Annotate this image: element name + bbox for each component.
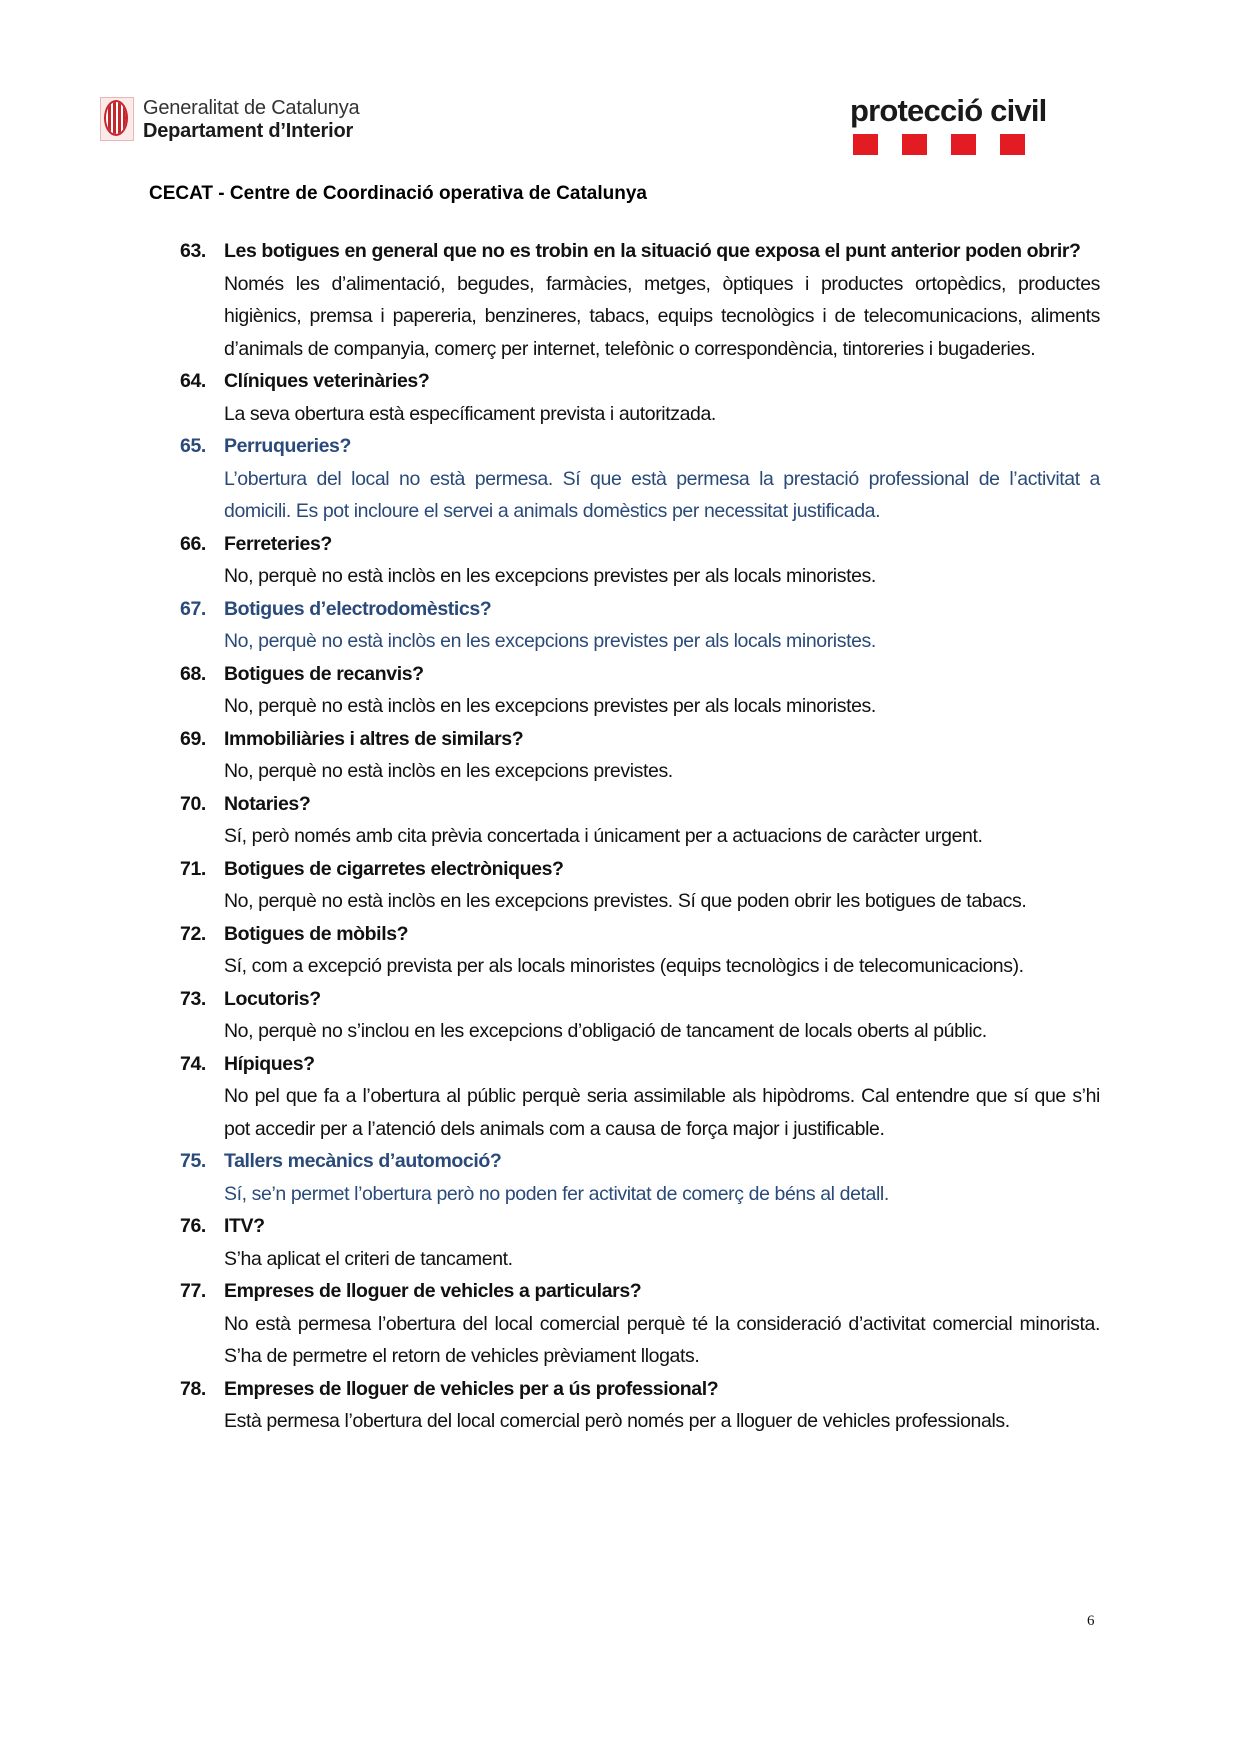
proteccio-civil-title: protecció civil [850,93,1047,128]
question-number: 72. [180,922,206,945]
question-text: Ferreteries? [224,532,332,555]
answer-text: Sí, se’n permet l’obertura però no poden fer activitat de comerç de béns al detall. [224,1182,889,1205]
question-text: Botigues de cigarretes electròniques? [224,857,564,880]
question-text: Empreses de lloguer de vehicles a particulars? [224,1280,642,1302]
faq-item [180,528,1100,593]
question-text: Clíniques veterinàries? [224,370,430,392]
answer-text: No, perquè no està inclòs en les excepcions previstes. Sí que poden obrir les botigues de tabacs. [224,890,1027,912]
question-number: 64. [180,370,206,392]
faq-list [180,235,1100,1438]
answer-text: No, perquè no està inclòs en les excepcions previstes. [224,760,673,782]
faq-item [180,1373,1100,1438]
question-text: Locutoris? [224,987,321,1010]
question-text: Empreses de lloguer de vehicles per a ús professional? [224,1377,719,1400]
answer-text: L’obertura del local no està permesa. Sí que està permesa la prestació professional de l’activitat a domicili. Es pot incloure el servei a animals domèstics per necessitat justificada. [224,467,1100,522]
answer-text: Només les d’alimentació, begudes, farmàcies, metges, òptiques i productes ortopèdics, productes higiènics, premsa i papereria, benzineres, tabacs, equips tecnològics i de telecomunicacions, aliments d’animals de companyia, comerç per internet, telefònic o correspondència, tintoreries i bugaderies. [224,272,1100,360]
faq-item [180,365,1100,430]
question-text: Botigues d’electrodomèstics? [224,597,492,620]
answer-text: S’ha aplicat el criteri de tancament. [224,1247,513,1270]
faq-item [180,1145,1100,1210]
question-number: 71. [180,857,206,880]
question-number: 73. [180,987,206,1010]
answer-text: La seva obertura està específicament prevista i autoritzada. [224,402,716,425]
answer-text: No, perquè no està inclòs en les excepcions previstes per als locals minoristes. [224,630,876,652]
faq-item [180,1210,1100,1275]
faq-item [180,430,1100,528]
question-text: Perruqueries? [224,435,352,457]
question-text: ITV? [224,1215,265,1237]
faq-item [180,788,1100,853]
answer-text: No està permesa l’obertura del local comercial perquè té la consideració d’activitat comercial minorista. S’ha de permetre el retorn de vehicles prèviament llogats. [224,1312,1100,1367]
faq-item [180,1048,1100,1146]
faq-item [180,918,1100,983]
question-number: 63. [180,240,206,262]
question-text: Les botigues en general que no es trobin en la situació que exposa el punt anterior poden obrir? [224,240,1081,262]
question-text: Tallers mecànics d’automoció? [224,1150,502,1172]
answer-text: Sí, com a excepció prevista per als locals minoristes (equips tecnològics i de telecomunicacions). [224,955,1024,977]
faq-item [180,983,1100,1048]
faq-item [180,1275,1100,1373]
question-number: 66. [180,532,206,555]
answer-text: Sí, però només amb cita prèvia concertada i únicament per a actuacions de caràcter urgent. [224,825,983,847]
question-number: 65. [180,435,206,457]
question-number: 75. [180,1150,206,1172]
question-number: 74. [180,1052,206,1075]
faq-item [180,593,1100,658]
question-number: 68. [180,662,206,685]
page-number: 6 [1087,1613,1095,1629]
question-text: Immobiliàries i altres de similars? [224,727,524,750]
question-number: 78. [180,1377,206,1400]
faq-item [180,723,1100,788]
answer-text: No, perquè no està inclòs en les excepcions previstes per als locals minoristes. [224,565,876,587]
generalitat-emblem-icon [100,97,134,141]
question-number: 76. [180,1215,206,1237]
question-text: Notaries? [224,792,311,815]
answer-text: No, perquè no està inclòs en les excepcions previstes per als locals minoristes. [224,695,876,717]
organization-header: CECAT - Centre de Coordinació operativa de Catalunya [149,183,647,204]
red-squares-icon [853,134,1049,155]
faq-item [180,235,1100,365]
question-number: 69. [180,727,206,750]
answer-text: Està permesa l’obertura del local comercial però només per a lloguer de vehicles professionals. [224,1410,1010,1432]
question-number: 70. [180,792,206,815]
answer-text: No, perquè no s’inclou en les excepcions d’obligació de tancament de locals oberts al públic. [224,1020,987,1042]
generalitat-logo [100,97,359,141]
question-text: Botigues de mòbils? [224,922,409,945]
generalitat-name: Generalitat de Catalunya [143,96,360,119]
question-text: Botigues de recanvis? [224,662,424,685]
department-name: Departament d’Interior [143,119,354,142]
answer-text: No pel que fa a l’obertura al públic perquè seria assimilable als hipòdroms. Cal entendre que sí que s’hi pot accedir per a l’atenció dels animals com a causa de força major i justificable. [224,1085,1100,1140]
faq-item [180,658,1100,723]
faq-item [180,853,1100,918]
question-number: 67. [180,597,206,620]
proteccio-civil-logo [850,95,1049,155]
question-text: Hípiques? [224,1052,315,1075]
question-number: 77. [180,1280,206,1302]
